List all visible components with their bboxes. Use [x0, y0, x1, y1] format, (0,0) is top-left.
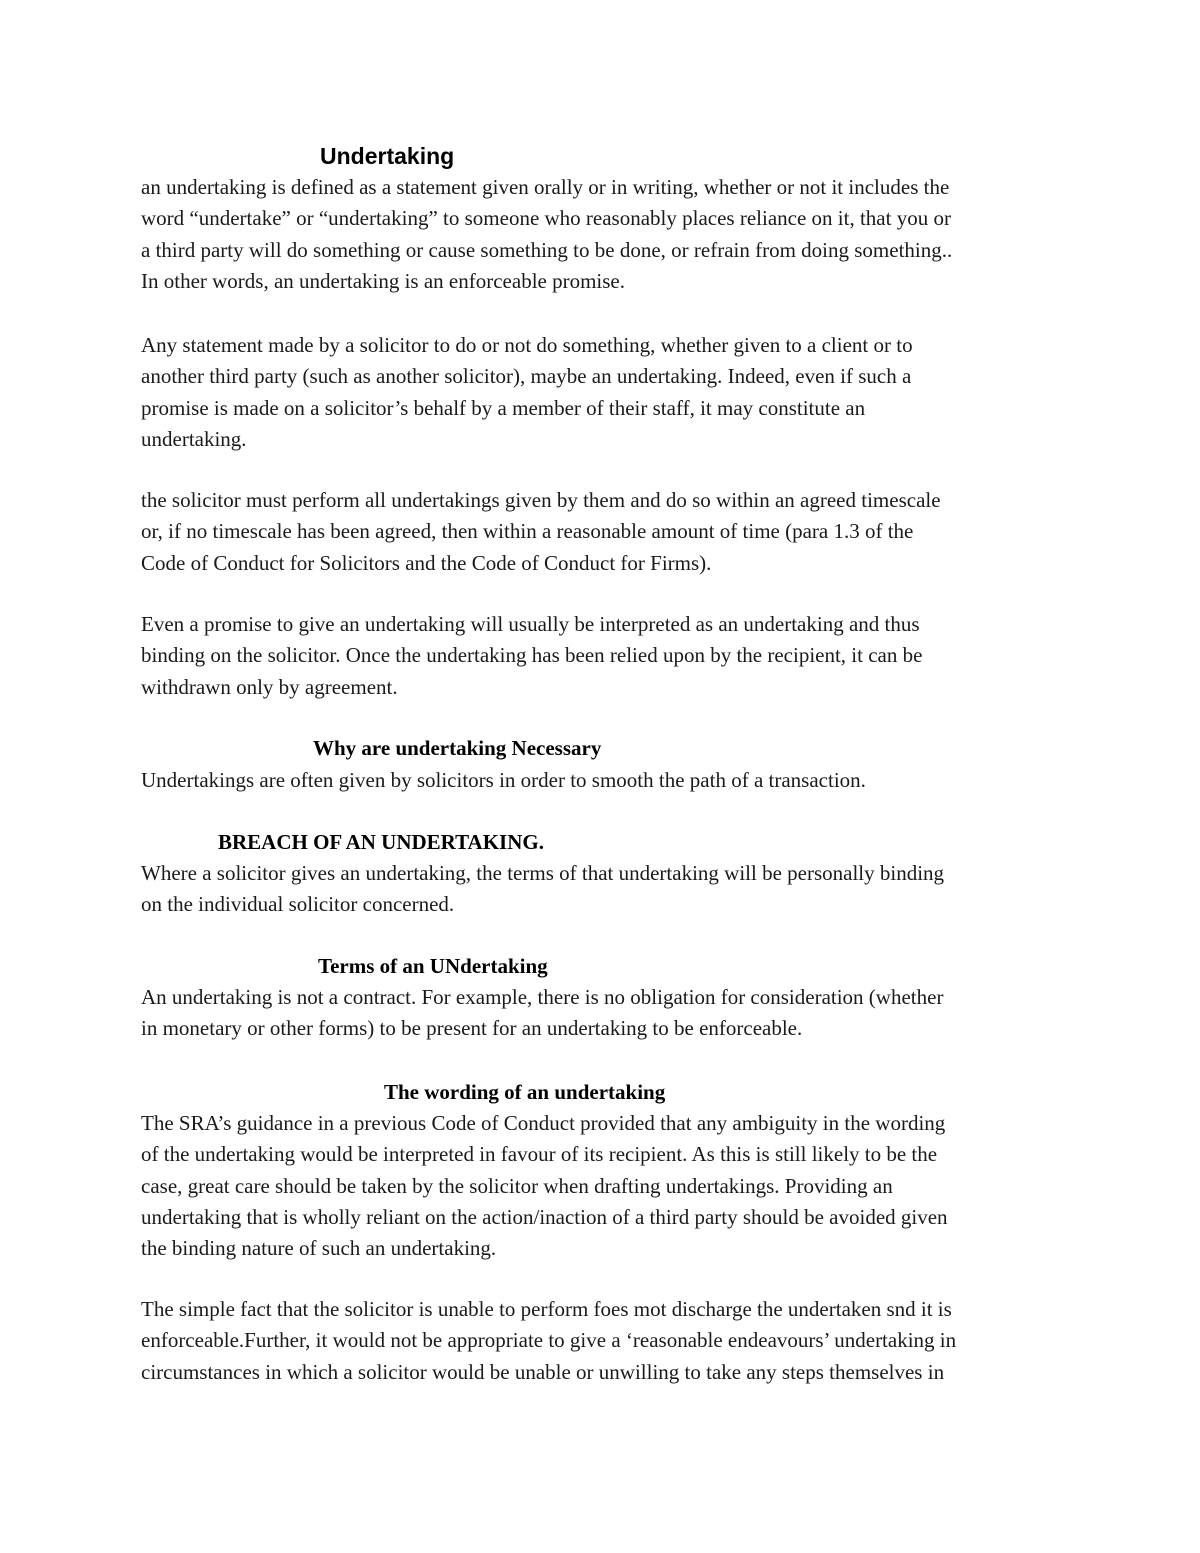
text-line: The simple fact that the solicitor is unable to perform foes mot discharge the undertaken snd it is [141, 1297, 952, 1321]
text-line: An undertaking is not a contract. For example, there is no obligation for consideration (whether [141, 985, 944, 1009]
text-line: the solicitor must perform all undertakings given by them and do so within an agreed timescale [141, 488, 941, 512]
promise-paragraph [141, 609, 1081, 703]
text-line: in monetary or other forms) to be present for an undertaking to be enforceable. [141, 1016, 803, 1041]
text-line: Undertakings are often given by solicitors in order to smooth the path of a transaction. [141, 768, 866, 792]
text-line: undertaking. [141, 426, 247, 451]
text-line: an undertaking is defined as a statement given orally or in writing, whether or not it includes the [141, 175, 950, 199]
text-line: enforceable.Further, it would not be appropriate to give a ‘reasonable endeavours’ undertaking in [141, 1328, 957, 1353]
text-line: the binding nature of such an undertaking. [141, 1236, 497, 1261]
intro-paragraph [141, 172, 1081, 297]
heading-wording: The wording of an undertaking [384, 1080, 666, 1104]
text-line: on the individual solicitor concerned. [141, 892, 455, 917]
breach-paragraph [141, 858, 1081, 921]
why-paragraph [141, 765, 1081, 796]
text-line: circumstances in which a solicitor would be unable or unwilling to take any steps themselves in [141, 1359, 945, 1384]
perform-paragraph [141, 485, 1081, 579]
simple-fact-paragraph [141, 1294, 1081, 1388]
text-line: case, great care should be taken by the solicitor when drafting undertakings. Providing an [141, 1173, 893, 1198]
wording-paragraph [141, 1108, 1081, 1264]
text-line: withdrawn only by agreement. [141, 674, 398, 699]
text-line: promise is made on a solicitor’s behalf by a member of their staff, it may constitute an [141, 395, 866, 420]
text-line: The SRA’s guidance in a previous Code of Conduct provided that any ambiguity in the wording [141, 1111, 946, 1135]
text-line: binding on the solicitor. Once the undertaking has been relied upon by the recipient, it can be [141, 643, 923, 668]
text-line: another third party (such as another solicitor), maybe an undertaking. Indeed, even if such a [141, 364, 912, 389]
heading-why-necessary: Why are undertaking Necessary [313, 736, 602, 760]
text-line: Where a solicitor gives an undertaking, the terms of that undertaking will be personally binding [141, 861, 945, 885]
terms-paragraph [141, 982, 1081, 1045]
text-line: a third party will do something or cause something to be done, or refrain from doing something.. [141, 237, 953, 262]
text-line: In other words, an undertaking is an enforceable promise. [141, 268, 626, 293]
text-line: undertaking that is wholly reliant on the action/inaction of a third party should be avoided given [141, 1204, 948, 1229]
document-title: Undertaking [320, 143, 455, 169]
text-line: Even a promise to give an undertaking will usually be interpreted as an undertaking and thus [141, 612, 920, 636]
text-line: Code of Conduct for Solicitors and the Code of Conduct for Firms). [141, 550, 712, 575]
heading-breach: BREACH OF AN UNDERTAKING. [218, 830, 544, 854]
text-line: word “undertake” or “undertaking” to someone who reasonably places reliance on it, that you or [141, 206, 951, 231]
text-line: or, if no timescale has been agreed, then within a reasonable amount of time (para 1.3 of the [141, 519, 914, 544]
heading-terms: Terms of an UNdertaking [318, 954, 548, 978]
statement-paragraph [141, 330, 1081, 455]
text-line: of the undertaking would be interpreted in favour of its recipient. As this is still likely to be the [141, 1142, 938, 1167]
text-line: Any statement made by a solicitor to do or not do something, whether given to a client or to [141, 333, 913, 357]
